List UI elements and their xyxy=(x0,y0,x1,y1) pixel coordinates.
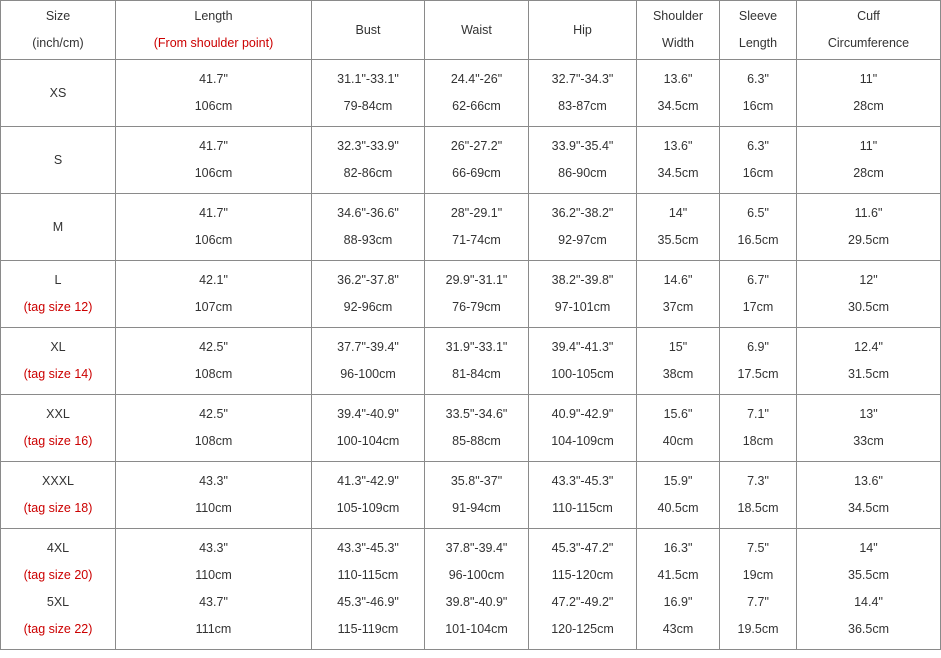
bust-cm: 79-84cm xyxy=(343,99,393,113)
size-cell xyxy=(1,261,116,328)
hip-cell xyxy=(529,395,637,462)
bust-cell xyxy=(312,261,425,328)
waist-cell xyxy=(425,127,529,194)
shoulder-cm: 38cm xyxy=(662,367,694,381)
cuff-cm: 35.5cm xyxy=(848,568,889,582)
hip-cell xyxy=(529,127,637,194)
shoulder-inch: 16.9" xyxy=(663,595,693,609)
header-waist: Waist xyxy=(425,1,529,60)
header-cuff-line2: Circumference xyxy=(827,36,910,50)
shoulder-cell xyxy=(637,127,720,194)
shoulder-inch: 16.3" xyxy=(663,541,693,555)
sleeve-cm: 18.5cm xyxy=(737,501,779,515)
length-cm: 106cm xyxy=(194,166,233,180)
cuff-inch: 12" xyxy=(859,273,878,287)
bust-cm: 100-104cm xyxy=(336,434,400,448)
table-row xyxy=(1,462,941,529)
header-sleeve-line2: Length xyxy=(738,36,778,50)
hip-cm: 83-87cm xyxy=(558,99,607,113)
sleeve-cell xyxy=(720,194,797,261)
sleeve-inch: 7.1" xyxy=(747,407,769,421)
length-inch: 43.7" xyxy=(199,595,228,609)
size-label: 5XL xyxy=(46,595,70,609)
waist-inch: 31.9"-33.1" xyxy=(445,340,508,354)
hip-inch: 32.7"-34.3" xyxy=(551,72,614,86)
length-cm: 107cm xyxy=(194,300,233,314)
waist-cm: 71-74cm xyxy=(452,233,501,247)
cuff-cm: 29.5cm xyxy=(848,233,889,247)
size-cell xyxy=(1,194,116,261)
shoulder-inch: 14.6" xyxy=(663,273,693,287)
cuff-inch: 14" xyxy=(859,541,878,555)
cuff-cm: 33cm xyxy=(853,434,884,448)
hip-cm: 92-97cm xyxy=(558,233,607,247)
size-cell xyxy=(1,462,116,529)
hip-cm: 86-90cm xyxy=(558,166,607,180)
bust-cell xyxy=(312,395,425,462)
bust-inch: 34.6"-36.6" xyxy=(337,206,399,220)
waist-cell xyxy=(425,462,529,529)
waist-cm: 62-66cm xyxy=(452,99,501,113)
cuff-cm: 31.5cm xyxy=(848,367,889,381)
waist-cm: 101-104cm xyxy=(445,622,508,636)
sleeve-inch: 7.7" xyxy=(747,595,769,609)
hip-cm: 97-101cm xyxy=(554,300,611,314)
bust-cell xyxy=(312,194,425,261)
sleeve-cell xyxy=(720,60,797,127)
cuff-inch: 11" xyxy=(859,139,878,153)
length-cm: 110cm xyxy=(195,501,232,515)
size-label: XXXL xyxy=(42,474,74,488)
header-bust: Bust xyxy=(312,1,425,60)
sleeve-cm: 17cm xyxy=(742,300,774,314)
bust-cm: 92-96cm xyxy=(343,300,393,314)
cuff-inch: 13" xyxy=(859,407,878,421)
waist-cm: 76-79cm xyxy=(452,300,501,314)
length-cell xyxy=(116,328,312,395)
length-inch: 43.3" xyxy=(199,541,228,555)
sleeve-cell xyxy=(720,529,797,650)
sleeve-cm: 17.5cm xyxy=(737,367,779,381)
header-shoulder-line2: Width xyxy=(662,36,694,50)
length-inch: 43.3" xyxy=(199,474,228,488)
tag-size-label: (tag size 20) xyxy=(23,568,93,582)
sleeve-cell xyxy=(720,462,797,529)
cuff-cm: 36.5cm xyxy=(848,622,889,636)
size-label: S xyxy=(53,152,63,167)
shoulder-inch: 15" xyxy=(668,340,688,354)
size-cell xyxy=(1,127,116,194)
shoulder-cell xyxy=(637,395,720,462)
cuff-inch: 12.4" xyxy=(854,340,883,354)
waist-inch: 33.5"-34.6" xyxy=(445,407,508,421)
hip-inch: 33.9"-35.4" xyxy=(551,139,614,153)
bust-cm: 96-100cm xyxy=(340,367,396,381)
header-length-title: Length xyxy=(194,9,233,23)
bust-cell xyxy=(312,127,425,194)
sleeve-inch: 6.9" xyxy=(747,340,769,354)
sleeve-cell xyxy=(720,261,797,328)
shoulder-cell xyxy=(637,529,720,650)
hip-cell xyxy=(529,194,637,261)
bust-cm: 105-109cm xyxy=(336,501,400,515)
waist-cm: 85-88cm xyxy=(452,434,501,448)
waist-inch: 35.8"-37" xyxy=(450,474,503,488)
size-cell xyxy=(1,395,116,462)
waist-cell xyxy=(425,395,529,462)
sleeve-cell xyxy=(720,127,797,194)
length-cell xyxy=(116,60,312,127)
length-cm: 108cm xyxy=(194,367,233,381)
size-cell xyxy=(1,328,116,395)
header-cuff-circumference xyxy=(797,1,941,60)
header-shoulder-width xyxy=(637,1,720,60)
bust-inch: 39.4"-40.9" xyxy=(337,407,399,421)
bust-cm: 110-115cm xyxy=(337,568,399,582)
cuff-cm: 28cm xyxy=(853,99,884,113)
size-label: L xyxy=(54,273,62,287)
length-cell xyxy=(116,462,312,529)
tag-size-label: (tag size 18) xyxy=(23,501,93,515)
waist-inch: 37.8"-39.4" xyxy=(445,541,508,555)
bust-cm: 82-86cm xyxy=(343,166,393,180)
cuff-cell xyxy=(797,194,941,261)
hip-cell xyxy=(529,529,637,650)
hip-inch: 45.3"-47.2" xyxy=(551,541,614,555)
bust-inch: 43.3"-45.3" xyxy=(337,541,399,555)
bust-cell xyxy=(312,462,425,529)
cuff-inch: 13.6" xyxy=(854,474,883,488)
size-label: M xyxy=(52,219,64,234)
size-label: XXL xyxy=(46,407,70,421)
hip-cm: 110-115cm xyxy=(552,501,613,515)
header-sleeve-length xyxy=(720,1,797,60)
hip-cm: 120-125cm xyxy=(551,622,614,636)
waist-cm: 81-84cm xyxy=(452,367,501,381)
cuff-cell xyxy=(797,395,941,462)
waist-cm: 66-69cm xyxy=(452,166,501,180)
sleeve-inch: 6.7" xyxy=(747,273,769,287)
length-cm: 106cm xyxy=(194,233,233,247)
hip-cell xyxy=(529,328,637,395)
bust-inch: 37.7"-39.4" xyxy=(337,340,399,354)
length-cm: 110cm xyxy=(195,568,232,582)
size-label: XS xyxy=(49,85,67,100)
sleeve-inch: 7.5" xyxy=(747,541,769,555)
sleeve-cm: 18cm xyxy=(742,434,774,448)
hip-cell xyxy=(529,60,637,127)
header-row xyxy=(1,1,941,60)
table-row xyxy=(1,395,941,462)
shoulder-cm: 43cm xyxy=(662,622,694,636)
bust-cm: 88-93cm xyxy=(343,233,393,247)
length-inch: 42.1" xyxy=(199,273,228,287)
cuff-cm: 34.5cm xyxy=(848,501,889,515)
header-length xyxy=(116,1,312,60)
length-cell xyxy=(116,261,312,328)
waist-cell xyxy=(425,194,529,261)
shoulder-inch: 13.6" xyxy=(663,139,693,153)
waist-cell xyxy=(425,261,529,328)
cuff-cm: 30.5cm xyxy=(848,300,889,314)
bust-cell xyxy=(312,60,425,127)
shoulder-cell xyxy=(637,261,720,328)
sleeve-inch: 7.3" xyxy=(747,474,769,488)
length-cell xyxy=(116,127,312,194)
header-cuff-line1: Cuff xyxy=(857,9,880,23)
shoulder-cell xyxy=(637,194,720,261)
header-length-note: (From shoulder point) xyxy=(153,36,274,50)
bust-inch: 31.1"-33.1" xyxy=(337,72,399,86)
bust-cm: 115-119cm xyxy=(337,622,399,636)
shoulder-inch: 15.9" xyxy=(663,474,693,488)
shoulder-cell xyxy=(637,60,720,127)
length-inch: 42.5" xyxy=(199,340,228,354)
waist-cm: 91-94cm xyxy=(452,501,501,515)
bust-inch: 45.3"-46.9" xyxy=(337,595,399,609)
length-inch: 41.7" xyxy=(199,206,228,220)
length-cm: 111cm xyxy=(195,622,232,636)
tag-size-label: (tag size 22) xyxy=(23,622,93,636)
shoulder-cm: 35.5cm xyxy=(657,233,699,247)
size-label: XL xyxy=(50,340,66,354)
waist-cm: 96-100cm xyxy=(448,568,505,582)
waist-inch: 26"-27.2" xyxy=(450,139,503,153)
hip-cm: 100-105cm xyxy=(551,367,614,381)
cuff-cell xyxy=(797,328,941,395)
table-row xyxy=(1,529,941,650)
shoulder-inch: 15.6" xyxy=(663,407,693,421)
sleeve-cm: 16cm xyxy=(742,99,774,113)
hip-inch: 39.4"-41.3" xyxy=(551,340,614,354)
sleeve-cm: 16.5cm xyxy=(737,233,779,247)
tag-size-label: (tag size 12) xyxy=(23,300,93,314)
sleeve-inch: 6.5" xyxy=(747,206,769,220)
tag-size-label: (tag size 16) xyxy=(23,434,93,448)
shoulder-cm: 40.5cm xyxy=(657,501,699,515)
bust-inch: 41.3"-42.9" xyxy=(337,474,399,488)
cuff-cell xyxy=(797,127,941,194)
shoulder-cell xyxy=(637,328,720,395)
sleeve-cell xyxy=(720,328,797,395)
length-inch: 41.7" xyxy=(199,72,228,86)
length-cm: 106cm xyxy=(194,99,233,113)
header-shoulder-line1: Shoulder xyxy=(652,9,704,23)
cuff-cell xyxy=(797,462,941,529)
hip-cell xyxy=(529,462,637,529)
header-size xyxy=(1,1,116,60)
tag-size-label: (tag size 14) xyxy=(23,367,93,381)
length-cm: 108cm xyxy=(194,434,233,448)
table-row xyxy=(1,127,941,194)
hip-inch: 47.2"-49.2" xyxy=(551,595,614,609)
table-row xyxy=(1,328,941,395)
size-cell xyxy=(1,60,116,127)
sleeve-cell xyxy=(720,395,797,462)
cuff-cell xyxy=(797,261,941,328)
cuff-inch: 11.6" xyxy=(854,206,883,220)
waist-inch: 28"-29.1" xyxy=(450,206,503,220)
hip-inch: 40.9"-42.9" xyxy=(551,407,614,421)
waist-inch: 24.4"-26" xyxy=(450,72,503,86)
length-cell xyxy=(116,529,312,650)
cuff-inch: 14.4" xyxy=(854,595,883,609)
cuff-inch: 11" xyxy=(859,72,878,86)
size-label: 4XL xyxy=(46,541,70,555)
bust-inch: 32.3"-33.9" xyxy=(337,139,399,153)
table-row xyxy=(1,194,941,261)
waist-inch: 39.8"-40.9" xyxy=(445,595,508,609)
sleeve-cm: 19.5cm xyxy=(737,622,779,636)
waist-cell xyxy=(425,529,529,650)
shoulder-inch: 13.6" xyxy=(663,72,693,86)
sleeve-inch: 6.3" xyxy=(747,72,769,86)
waist-cell xyxy=(425,60,529,127)
table-row xyxy=(1,60,941,127)
sleeve-cm: 19cm xyxy=(742,568,774,582)
waist-inch: 29.9"-31.1" xyxy=(445,273,508,287)
bust-cell xyxy=(312,328,425,395)
length-inch: 41.7" xyxy=(199,139,228,153)
bust-cell xyxy=(312,529,425,650)
waist-cell xyxy=(425,328,529,395)
length-cell xyxy=(116,194,312,261)
header-sleeve-line1: Sleeve xyxy=(738,9,778,23)
cuff-cm: 28cm xyxy=(853,166,884,180)
size-chart-body xyxy=(1,1,941,650)
bust-inch: 36.2"-37.8" xyxy=(337,273,399,287)
header-size-title: Size xyxy=(45,9,71,23)
hip-cm: 115-120cm xyxy=(551,568,614,582)
header-size-unit: (inch/cm) xyxy=(32,36,84,50)
sleeve-inch: 6.3" xyxy=(747,139,769,153)
header-hip: Hip xyxy=(529,1,637,60)
table-row xyxy=(1,261,941,328)
length-cell xyxy=(116,395,312,462)
hip-cm: 104-109cm xyxy=(551,434,614,448)
shoulder-cm: 41.5cm xyxy=(657,568,699,582)
shoulder-cm: 34.5cm xyxy=(657,99,699,113)
size-cell xyxy=(1,529,116,650)
length-inch: 42.5" xyxy=(199,407,228,421)
shoulder-cm: 40cm xyxy=(662,434,694,448)
shoulder-cm: 34.5cm xyxy=(657,166,699,180)
cuff-cell xyxy=(797,529,941,650)
shoulder-inch: 14" xyxy=(668,206,688,220)
shoulder-cm: 37cm xyxy=(662,300,694,314)
sleeve-cm: 16cm xyxy=(742,166,774,180)
hip-inch: 38.2"-39.8" xyxy=(551,273,614,287)
hip-inch: 36.2"-38.2" xyxy=(551,206,614,220)
cuff-cell xyxy=(797,60,941,127)
hip-cell xyxy=(529,261,637,328)
hip-inch: 43.3"-45.3" xyxy=(551,474,614,488)
shoulder-cell xyxy=(637,462,720,529)
